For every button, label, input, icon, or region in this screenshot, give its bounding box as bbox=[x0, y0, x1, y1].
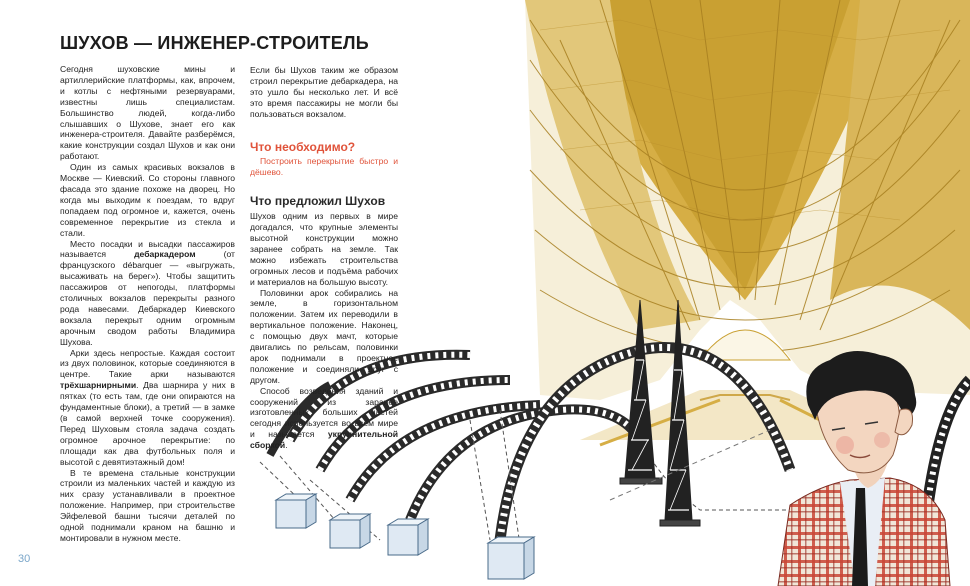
paragraph: Один из самых красивых вокзалов в Москве — Киевский. Со стороны главного фасада это здание похоже на дворец. Но когда мы выходим к поездам, то вдруг попадаем под огромное и, кажется, очень современное перекрытие из стекла и стали. bbox=[60, 162, 235, 238]
foundation-blocks bbox=[276, 494, 534, 579]
paragraph: Шухов одним из первых в мире догадался, что крупные элементы высотной конструкции можно заранее собрать на земле. Так можно избежать строительства огромных лесов и подъёма рабочих и материалов на большую высоту. bbox=[250, 211, 398, 287]
page-number: 30 bbox=[18, 553, 31, 565]
page-title: ШУХОВ — ИНЖЕНЕР-СТРОИТЕЛЬ bbox=[60, 33, 369, 53]
paragraph: Если бы Шухов таким же образом строил перекрытие дебаркадера, на это ушло бы несколько лет. И всё это время пассажиры не могли бы пользоваться вокзалом. bbox=[250, 65, 398, 119]
text-column-right bbox=[250, 65, 398, 451]
paragraph: Арки здесь непростые. Каждая состоит из двух половинок, которые соединяются в центре. Такие арки называются трёхшарнирными. Два шарнира у них в пятках (то есть там, где они опираются на фундаментные блоки), а третий — в замке (в самой верхней точке сооружения). Перед Шуховым стояла задача создать огромное арочное перекрытие: по площади как два футбольных поля и высотой с девятиэтажный дом! bbox=[60, 347, 235, 467]
text-column-left bbox=[60, 64, 235, 544]
term-debarkader: дебаркадером bbox=[134, 249, 196, 260]
heading-what-needed: Что необходимо? bbox=[250, 139, 356, 154]
paragraph: Сегодня шуховские мины и артиллерийские платформы, как, впрочем, и котлы с нефтяными резервуарами, известны лишь специалистам. Большинство людей, когда-либо слышавших о Шухове, знает его как инженера-строителя. Давайте разберёмся, какие конструкции создал Шухов и как они работают. bbox=[60, 64, 235, 162]
shukhov-portrait bbox=[778, 351, 950, 586]
arch-edge bbox=[920, 380, 970, 586]
lifting-masts bbox=[610, 300, 770, 526]
term-three-hinged: трёхшарнирными bbox=[60, 380, 137, 391]
paragraph: В те времена стальные конструкции строили из маленьких частей и каждую из них сразу устанавливали в проектное положение. Например, при строительстве Эйфелевой башни тысячи деталей по одной поднимали краном на башню и монтировали в нужном месте. bbox=[60, 467, 235, 543]
paragraph: Половинки арок собирались на земле, в горизонтальном положении. Затем их переводили в вертикальное положение. Наконец, с помощью двух мачт, которые двигались по рельсам, половинки арок поднимали в проектное положение и соединяли друг с другом. bbox=[250, 287, 398, 385]
paragraph: Место посадки и высадки пассажиров называется дебаркадером (от французского débarquer — «выгружать, высаживать на берег»). Чтобы защитить пассажиров от непогоды, платформы столичных вокзалов перекрыты разного рода навесами. Дебаркадер Киевского вокзала перекрыт одним огромным арочным сводом работы Владимира Шухова. bbox=[60, 238, 235, 347]
requirement-text: Построить перекрытие быстро и дёшево. bbox=[250, 156, 398, 178]
heading-shukhov-proposal: Что предложил Шухов bbox=[250, 194, 386, 209]
term-enlarged-assembly: укрупнительной сборкой bbox=[250, 429, 398, 451]
paragraph: Способ возведения зданий и сооружений из заранее изготовленных больших частей сегодня используется во всём мире и называется укрупнительной сборкой. bbox=[250, 385, 398, 451]
station-vault bbox=[525, 0, 970, 445]
